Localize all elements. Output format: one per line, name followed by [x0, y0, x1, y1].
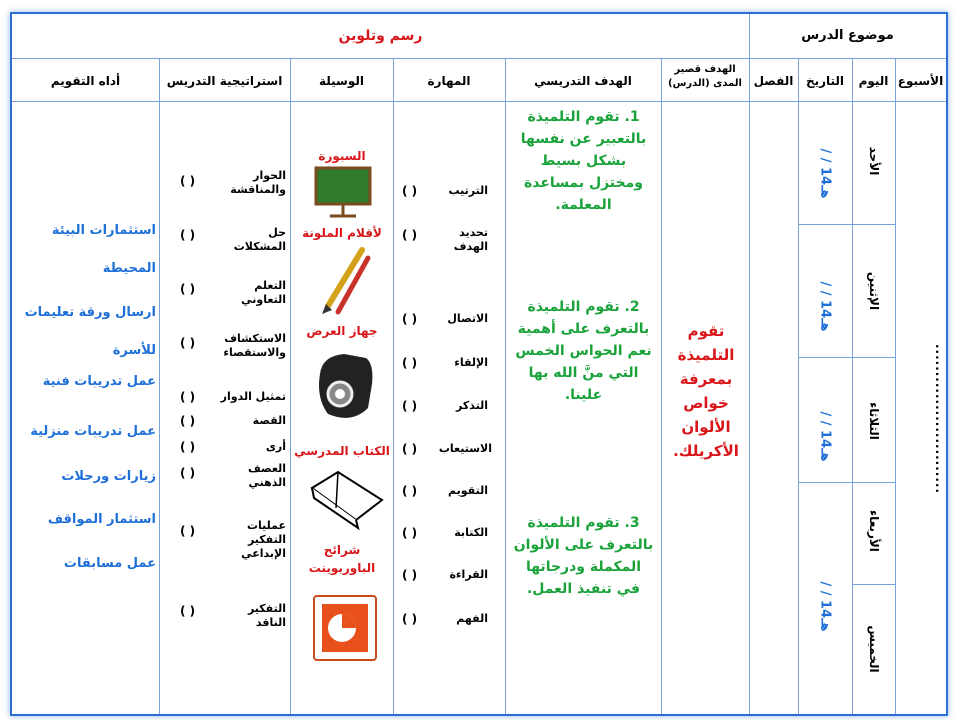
- strategy-item: تمثيل الدوار: [220, 390, 286, 403]
- strategy-check[interactable]: ( ): [180, 282, 196, 296]
- row-divider: [12, 58, 946, 59]
- day-divider: [852, 584, 895, 585]
- column-divider: [393, 59, 394, 714]
- strategy-item: التفكير الناقد: [247, 602, 286, 629]
- column-divider: [505, 59, 506, 714]
- strategy-check[interactable]: ( ): [180, 466, 196, 480]
- skill-item: الترتيب: [448, 184, 488, 197]
- column-divider: [895, 59, 896, 714]
- skill-check[interactable]: ( ): [402, 484, 418, 498]
- teaching-goal-2: 2. تقوم التلميذة بالتعرف على أهمية نعم الحواس الخمس التي منَّ الله بها علينا.: [515, 299, 652, 403]
- teaching-goal-3: 3. تقوم التلميذة بالتعرف على الألوان المكملة ودرجاتها في تنفيذ العمل.: [513, 515, 654, 597]
- tool-label-textbook: الكتاب المدرسي: [294, 444, 390, 458]
- strategy-item: التعلم التعاوني: [241, 279, 286, 306]
- assessment-item: عمل تدريبات منزلية: [30, 424, 156, 439]
- header-teaching-goal: الهدف التدريسي: [534, 74, 632, 88]
- column-divider: [749, 59, 750, 714]
- assessment-item: استثمارات البيئة المحيطة: [51, 223, 156, 276]
- skill-item: الكتابة: [454, 526, 488, 539]
- strategy-check[interactable]: ( ): [180, 174, 196, 188]
- day-divider: [798, 357, 895, 358]
- skill-check[interactable]: ( ): [402, 228, 418, 242]
- teaching-goal-1: 1. تقوم التلميذة بالتعبير عن نفسها بشكل بسيط ومختزل بمساعدة المعلمة.: [520, 109, 647, 213]
- strategy-check[interactable]: ( ): [180, 440, 196, 454]
- column-divider: [290, 59, 291, 714]
- assessment-item: استثمار المواقف: [47, 512, 156, 527]
- skill-check[interactable]: ( ): [402, 612, 418, 626]
- header-short-goal: [661, 63, 749, 91]
- assessment-item: ارسال ورقة تعليمات للأسرة: [24, 305, 156, 358]
- assessment-item: عمل تدريبات فنية: [42, 374, 156, 389]
- skill-check[interactable]: ( ): [402, 442, 418, 456]
- day-tuesday: الثلاثاء: [867, 402, 881, 440]
- skill-check[interactable]: ( ): [402, 568, 418, 582]
- book-icon: [308, 464, 386, 534]
- strategy-check[interactable]: ( ): [180, 336, 196, 350]
- column-divider: [798, 59, 799, 714]
- tool-label-colored-pencils: لأقلام الملونة: [302, 226, 382, 240]
- strategy-item: القصة: [252, 414, 286, 427]
- header-short-goal-line1: الهدف قصير: [674, 64, 736, 75]
- short-goal-text: تقوم التلميذة بمعرفة خواص الألوان الأكريلك.: [673, 322, 739, 460]
- date-tuesday: / / 14هـ: [817, 411, 833, 462]
- strategy-item: عمليات التفكير الإبداعي: [241, 519, 286, 560]
- skill-item: الفهم: [456, 612, 488, 625]
- row-divider: [12, 101, 946, 102]
- strategy-check[interactable]: ( ): [180, 524, 196, 538]
- tool-label-blackboard: السبورة: [318, 149, 366, 163]
- strategy-item: الحوار والمناقشة: [230, 169, 286, 196]
- header-assessment: أداه التقويم: [50, 74, 121, 88]
- lesson-title: رسم وتلوين: [338, 28, 423, 44]
- header-tool: الوسيلة: [318, 74, 365, 88]
- strategy-check[interactable]: ( ): [180, 228, 196, 242]
- strategy-check[interactable]: ( ): [180, 390, 196, 404]
- header-class: الفصل: [753, 74, 794, 88]
- skill-item: التذكر: [456, 399, 488, 412]
- header-day: اليوم: [858, 74, 889, 88]
- column-divider: [159, 59, 160, 714]
- column-divider: [661, 59, 662, 714]
- assessment-item: عمل مسابقات: [63, 556, 156, 571]
- day-divider: [798, 482, 895, 483]
- skill-check[interactable]: ( ): [402, 526, 418, 540]
- date-sunday: / / 14هـ: [817, 148, 833, 199]
- strategy-item: حل المشكلات: [233, 226, 286, 253]
- skill-item: التقويم: [448, 484, 488, 497]
- skill-item: الإلقاء: [454, 356, 488, 369]
- header-date: التاريخ: [805, 74, 845, 88]
- powerpoint-icon: [312, 592, 378, 664]
- skill-check[interactable]: ( ): [402, 312, 418, 326]
- tool-label-powerpoint: شرائح الباوربوينت: [308, 543, 376, 575]
- skill-item: القراءة: [449, 568, 488, 581]
- date-monday: / / 14هـ: [817, 281, 833, 332]
- day-thursday: الخميس: [867, 625, 881, 673]
- lesson-plan-table: [10, 12, 948, 716]
- header-week: الأسبوع: [897, 74, 944, 88]
- skill-item: الاتصال: [447, 312, 488, 325]
- skill-item: الاستيعاب: [438, 442, 492, 455]
- column-divider: [852, 59, 853, 714]
- assessment-item: زيارات ورحلات: [61, 469, 156, 484]
- week-dots: ...........................: [933, 343, 947, 495]
- date-wednesday-thursday: / / 14هـ: [817, 581, 833, 632]
- day-divider: [798, 224, 895, 225]
- skill-check[interactable]: ( ): [402, 184, 418, 198]
- strategy-check[interactable]: ( ): [180, 604, 196, 618]
- header-skill: المهارة: [427, 74, 471, 88]
- skill-check[interactable]: ( ): [402, 399, 418, 413]
- day-wednesday: الأربعاء: [867, 510, 881, 552]
- strategy-item: العصف الذهني: [247, 462, 286, 489]
- strategy-check[interactable]: ( ): [180, 414, 196, 428]
- tool-label-projector: جهاز العرض: [306, 324, 378, 338]
- header-strategy: استراتيجية التدريس: [166, 74, 283, 88]
- day-monday: الإثنين: [867, 271, 881, 311]
- header-short-goal-line2: المدى (الدرس): [668, 78, 742, 89]
- strategy-item: الاستكشاف والاستقصاء: [223, 332, 286, 359]
- projector-icon: [312, 344, 378, 432]
- day-sunday: الأحد: [867, 146, 881, 176]
- skill-item: تحديد الهدف: [453, 226, 488, 253]
- pencils-icon: [314, 244, 374, 316]
- blackboard-icon: [312, 166, 374, 218]
- lesson-subject-label: موضوع الدرس: [801, 28, 894, 43]
- strategy-item: أرى: [265, 440, 286, 453]
- skill-check[interactable]: ( ): [402, 356, 418, 370]
